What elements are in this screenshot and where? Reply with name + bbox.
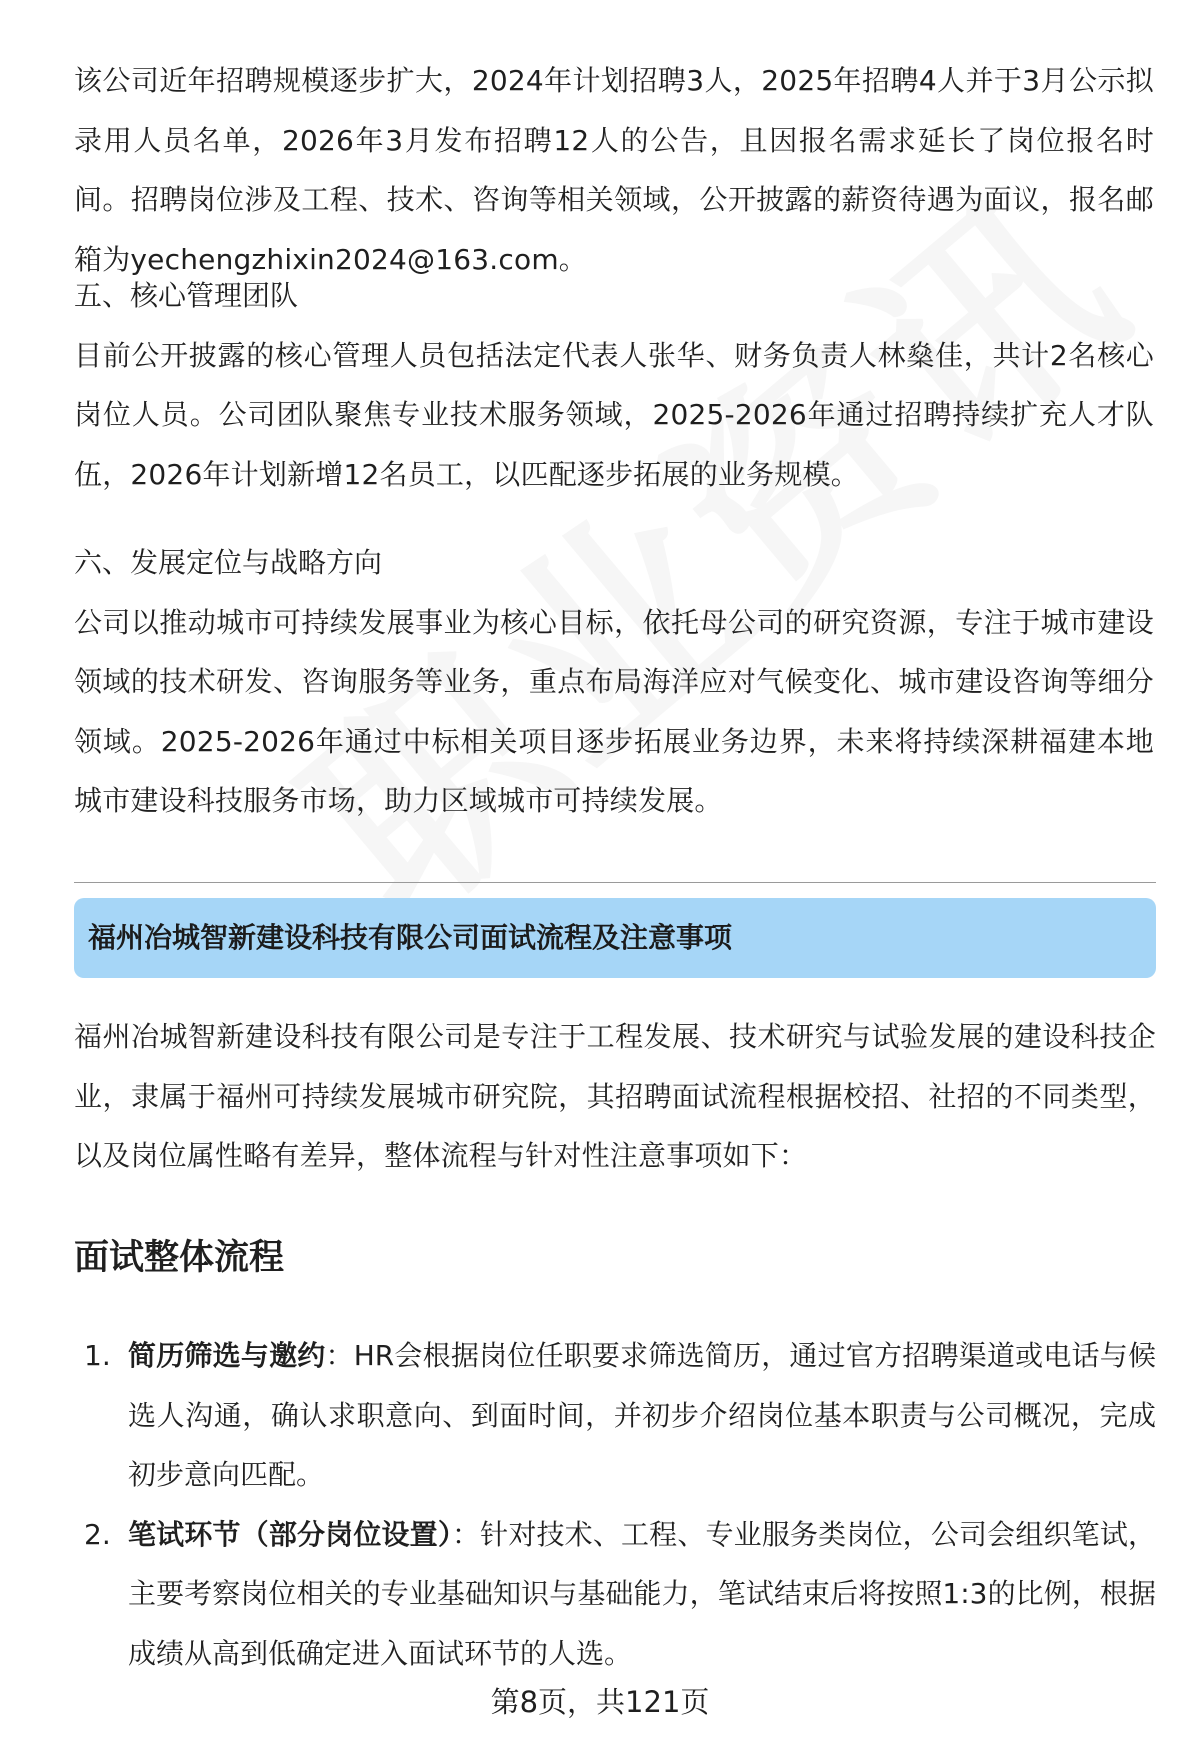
section-banner xyxy=(74,898,1156,978)
recruitment-paragraph: 该公司近年招聘规模逐步扩大，2024年计划招聘3人，2025年招聘4人并于3月公示拟录用人员名单，2026年3月发布招聘12人的公告，且因报名需求延长了岗位报名时间。招聘岗位涉及工程、技术、咨询等相关领域，公开披露的薪资待遇为面议，报名邮箱为yechengzhixin2024@163.com。 xyxy=(74,64,1154,276)
list-item-title: 简历筛选与邀约 xyxy=(128,1339,326,1372)
list-item xyxy=(74,1326,1156,1505)
list-item-body: ：HR会根据岗位任职要求筛选简历，通过官方招聘渠道或电话与候选人沟通，确认求职意向、到面时间，并初步介绍岗位基本职责与公司概况，完成初步意向匹配。 xyxy=(128,1339,1156,1491)
section-heading: 五、核心管理团队 xyxy=(74,279,299,312)
list-item xyxy=(74,1505,1156,1684)
intro-paragraph: 福州冶城智新建设科技有限公司是专注于工程发展、技术研究与试验发展的建设科技企业，隶属于福州可持续发展城市研究院，其招聘面试流程根据校招、社招的不同类型，以及岗位属性略有差异，整体流程与针对性注意事项如下： xyxy=(74,1020,1156,1172)
list-item-text xyxy=(128,1505,1156,1684)
section-heading: 六、发展定位与战略方向 xyxy=(74,546,383,579)
list-item-body: ：针对技术、工程、专业服务类岗位，公司会组织笔试，主要考察岗位相关的专业基础知识与基础能力，笔试结束后将按照1:3的比例，根据成绩从高到低确定进入面试环节的人选。 xyxy=(128,1517,1156,1670)
section-core-team xyxy=(74,266,1154,504)
process-list xyxy=(74,1326,1156,1683)
list-item-text xyxy=(128,1326,1156,1505)
page-number: 第8页，共121页 xyxy=(490,1685,710,1719)
divider xyxy=(74,882,1156,883)
process-heading: 面试整体流程 xyxy=(74,1238,285,1278)
list-number: 2. xyxy=(84,1517,111,1551)
section-body: 公司以推动城市可持续发展事业为核心目标，依托母公司的研究资源，专注于城市建设领域的技术研发、咨询服务等业务，重点布局海洋应对气候变化、城市建设咨询等细分领域。2025-2026年通过中标相关项目逐步拓展业务边界，未来将持续深耕福建本地城市建设科技服务市场，助力区域城市可持续发展。 xyxy=(74,605,1154,817)
section-body: 目前公开披露的核心管理人员包括法定代表人张华、财务负责人林燊佳，共计2名核心岗位人员。公司团队聚焦专业技术服务领域，2025-2026年通过招聘持续扩充人才队伍，2026年计划新增12名员工，以匹配逐步拓展的业务规模。 xyxy=(74,338,1154,491)
intro-section xyxy=(74,1007,1156,1186)
banner-title: 福州冶城智新建设科技有限公司面试流程及注意事项 xyxy=(88,921,733,954)
section-strategy xyxy=(74,533,1154,831)
list-item-title: 笔试环节（部分岗位设置） xyxy=(128,1517,452,1551)
list-number: 1. xyxy=(84,1339,111,1372)
recruitment-section xyxy=(74,51,1154,289)
